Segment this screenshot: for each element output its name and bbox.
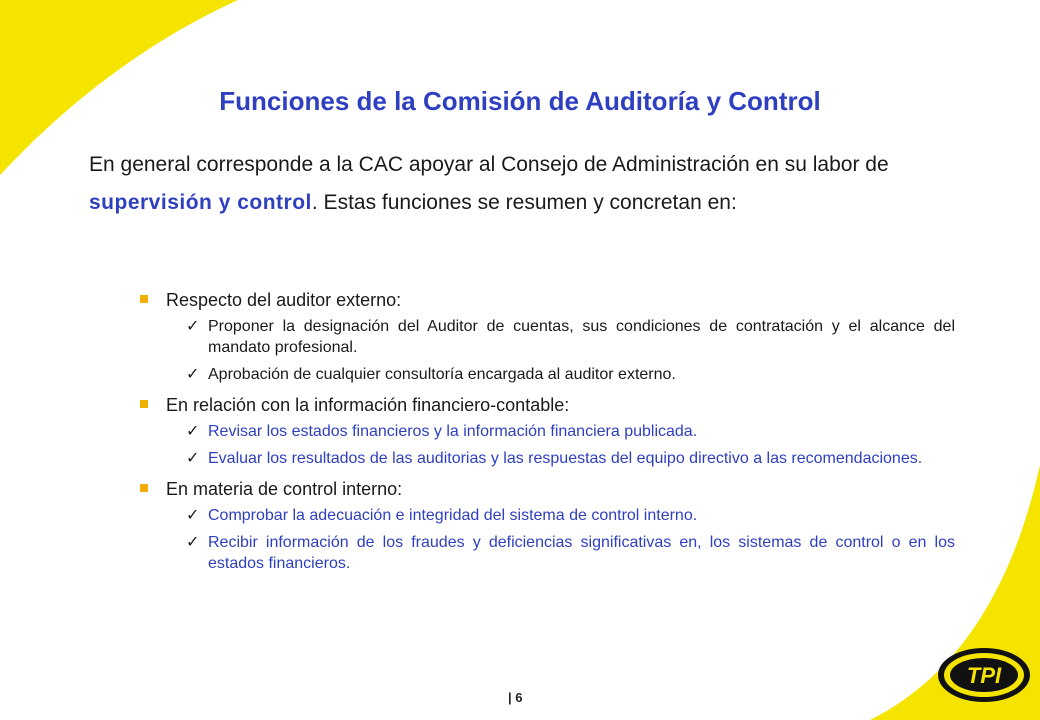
checkmark-icon: ✓: [186, 318, 200, 335]
section-heading-text: Respecto del auditor externo:: [166, 290, 402, 310]
section-heading-text: En relación con la información financiero-contable:: [166, 395, 570, 415]
square-bullet-icon: [140, 400, 148, 408]
list-item: [140, 316, 955, 358]
checkmark-icon: ✓: [186, 366, 200, 383]
list-item: [140, 364, 955, 385]
page-number: | 6: [508, 690, 523, 705]
list-item: [140, 505, 955, 526]
list-item: [140, 532, 955, 574]
checkmark-icon: ✓: [186, 507, 200, 524]
section-heading-text: En materia de control interno:: [166, 479, 403, 499]
intro-text-after: . Estas funciones se resumen y concretan en:: [311, 191, 737, 214]
intro-highlight: supervisión y control: [89, 191, 312, 214]
section-heading: [140, 475, 955, 503]
intro-paragraph: [89, 146, 949, 222]
function-sections: [140, 286, 955, 580]
list-item-text: Recibir información de los fraudes y deficiencias significativas en, los sistemas de control o en los estados financieros.: [208, 534, 955, 572]
tpi-logo: [936, 645, 1032, 705]
section-heading: [140, 391, 955, 419]
section-financial-info: [140, 391, 955, 469]
list-item: [140, 421, 955, 442]
list-item: [140, 448, 955, 469]
list-item-text: Aprobación de cualquier consultoría encargada al auditor externo.: [208, 366, 676, 383]
logo-text: TPI: [966, 663, 1002, 688]
square-bullet-icon: [140, 295, 148, 303]
section-heading: [140, 286, 955, 314]
list-item-text: Proponer la designación del Auditor de cuentas, sus condiciones de contratación y el alcance del mandato profesional.: [208, 318, 955, 356]
checkmark-icon: ✓: [186, 423, 200, 440]
list-item-text: Evaluar los resultados de las auditorias y las respuestas del equipo directivo a las recomendaciones.: [208, 450, 923, 467]
section-external-auditor: [140, 286, 955, 385]
checkmark-icon: ✓: [186, 450, 200, 467]
square-bullet-icon: [140, 484, 148, 492]
checkmark-icon: ✓: [186, 534, 200, 551]
slide-title: Funciones de la Comisión de Auditoría y Control: [219, 86, 821, 116]
list-item-text: Comprobar la adecuación e integridad del sistema de control interno.: [208, 507, 698, 524]
list-item-text: Revisar los estados financieros y la información financiera publicada.: [208, 423, 698, 440]
section-internal-control: [140, 475, 955, 574]
intro-text-before: En general corresponde a la CAC apoyar al Consejo de Administración en su labor de: [89, 153, 889, 176]
